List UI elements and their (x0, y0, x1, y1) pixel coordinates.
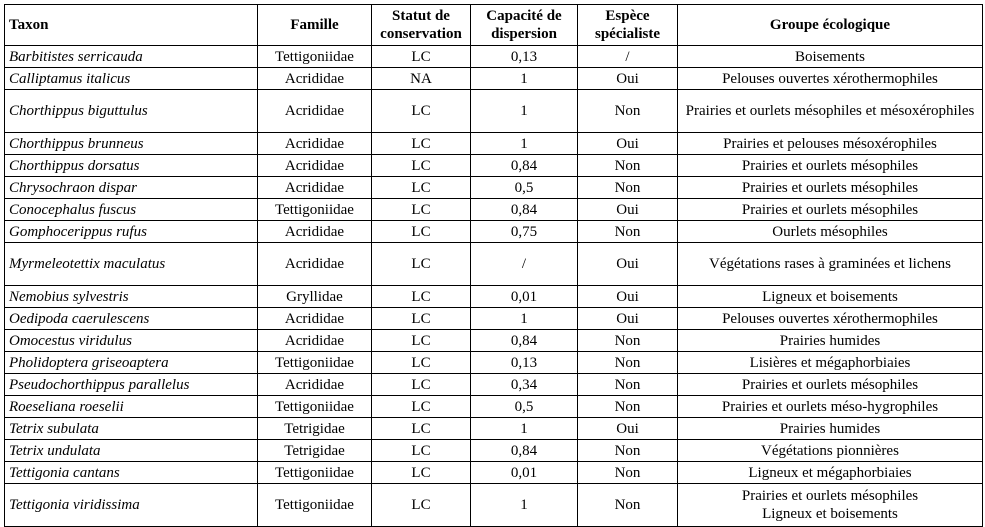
table-row (5, 243, 983, 286)
taxon-cell: Conocephalus fuscus (5, 199, 258, 221)
groupe-cell: Ligneux et boisements (678, 286, 983, 308)
famille-cell: Tettigoniidae (258, 46, 372, 68)
famille-cell: Acrididae (258, 330, 372, 352)
groupe-cell: Boisements (678, 46, 983, 68)
statut-cell: LC (372, 155, 471, 177)
table-row (5, 440, 983, 462)
taxon-cell: Roeseliana roeselii (5, 396, 258, 418)
statut-cell: LC (372, 308, 471, 330)
specialiste-cell: Non (578, 330, 678, 352)
famille-cell: Acrididae (258, 177, 372, 199)
taxon-cell: Tettigonia viridissima (5, 484, 258, 527)
taxon-cell: Calliptamus italicus (5, 68, 258, 90)
famille-cell: Tettigoniidae (258, 484, 372, 527)
groupe-cell: Prairies humides (678, 330, 983, 352)
groupe-cell: Prairies et ourlets mésophiles Ligneux et boisements (678, 484, 983, 527)
table-row (5, 418, 983, 440)
groupe-cell: Prairies et ourlets mésophiles (678, 177, 983, 199)
specialiste-cell: Oui (578, 286, 678, 308)
table-row (5, 199, 983, 221)
statut-cell: LC (372, 46, 471, 68)
famille-cell: Acrididae (258, 155, 372, 177)
taxon-cell: Chorthippus biguttulus (5, 90, 258, 133)
table-row (5, 221, 983, 243)
groupe-cell: Prairies humides (678, 418, 983, 440)
capacite-cell: 0,84 (471, 155, 578, 177)
header-groupe: Groupe écologique (678, 5, 983, 46)
statut-cell: LC (372, 462, 471, 484)
capacite-cell: 1 (471, 418, 578, 440)
groupe-cell: Végétations pionnières (678, 440, 983, 462)
taxon-cell: Tetrix subulata (5, 418, 258, 440)
taxon-cell: Myrmeleotettix maculatus (5, 243, 258, 286)
capacite-cell: 0,13 (471, 46, 578, 68)
capacite-cell: 0,84 (471, 330, 578, 352)
taxon-cell: Tetrix undulata (5, 440, 258, 462)
capacite-cell: 0,84 (471, 440, 578, 462)
taxon-cell: Chrysochraon dispar (5, 177, 258, 199)
famille-cell: Acrididae (258, 68, 372, 90)
table-row (5, 177, 983, 199)
capacite-cell: 1 (471, 90, 578, 133)
groupe-cell: Ligneux et mégaphorbiaies (678, 462, 983, 484)
famille-cell: Tetrigidae (258, 440, 372, 462)
groupe-cell: Prairies et ourlets mésophiles (678, 374, 983, 396)
specialiste-cell: Non (578, 462, 678, 484)
specialiste-cell: Oui (578, 199, 678, 221)
taxon-cell: Chorthippus brunneus (5, 133, 258, 155)
table-row (5, 155, 983, 177)
specialiste-cell: Non (578, 90, 678, 133)
header-capacite: Capacité de dispersion (471, 5, 578, 46)
capacite-cell: 0,01 (471, 462, 578, 484)
capacite-cell: 0,34 (471, 374, 578, 396)
table-row (5, 90, 983, 133)
famille-cell: Tettigoniidae (258, 199, 372, 221)
header-famille: Famille (258, 5, 372, 46)
groupe-cell: Prairies et ourlets méso-hygrophiles (678, 396, 983, 418)
statut-cell: LC (372, 133, 471, 155)
specialiste-cell: Non (578, 177, 678, 199)
taxon-cell: Pseudochorthippus parallelus (5, 374, 258, 396)
groupe-cell: Prairies et ourlets mésophiles et mésoxérophiles (678, 90, 983, 133)
capacite-cell: 1 (471, 308, 578, 330)
statut-cell: LC (372, 352, 471, 374)
famille-cell: Acrididae (258, 221, 372, 243)
taxon-cell: Barbitistes serricauda (5, 46, 258, 68)
taxon-cell: Omocestus viridulus (5, 330, 258, 352)
capacite-cell: 0,13 (471, 352, 578, 374)
table-row (5, 484, 983, 527)
taxon-cell: Oedipoda caerulescens (5, 308, 258, 330)
table-row (5, 133, 983, 155)
specialiste-cell: Non (578, 352, 678, 374)
famille-cell: Tettigoniidae (258, 396, 372, 418)
taxon-cell: Nemobius sylvestris (5, 286, 258, 308)
table-row (5, 308, 983, 330)
statut-cell: LC (372, 396, 471, 418)
specialiste-cell: / (578, 46, 678, 68)
famille-cell: Tettigoniidae (258, 352, 372, 374)
capacite-cell: 0,75 (471, 221, 578, 243)
famille-cell: Gryllidae (258, 286, 372, 308)
groupe-cell: Végétations rases à graminées et lichens (678, 243, 983, 286)
capacite-cell: 0,5 (471, 177, 578, 199)
specialiste-cell: Non (578, 440, 678, 462)
statut-cell: LC (372, 418, 471, 440)
specialiste-cell: Non (578, 396, 678, 418)
specialiste-cell: Oui (578, 418, 678, 440)
groupe-cell: Pelouses ouvertes xérothermophiles (678, 68, 983, 90)
groupe-cell: Prairies et pelouses mésoxérophiles (678, 133, 983, 155)
groupe-cell: Pelouses ouvertes xérothermophiles (678, 308, 983, 330)
statut-cell: LC (372, 330, 471, 352)
table-row (5, 396, 983, 418)
table-row (5, 46, 983, 68)
taxon-cell: Tettigonia cantans (5, 462, 258, 484)
table-row (5, 286, 983, 308)
taxon-cell: Chorthippus dorsatus (5, 155, 258, 177)
header-taxon: Taxon (5, 5, 258, 46)
capacite-cell: 1 (471, 133, 578, 155)
statut-cell: LC (372, 177, 471, 199)
groupe-cell: Ourlets mésophiles (678, 221, 983, 243)
statut-cell: LC (372, 286, 471, 308)
statut-cell: LC (372, 243, 471, 286)
famille-cell: Acrididae (258, 243, 372, 286)
specialiste-cell: Oui (578, 308, 678, 330)
capacite-cell: 1 (471, 68, 578, 90)
famille-cell: Acrididae (258, 374, 372, 396)
table-header (5, 5, 983, 46)
statut-cell: LC (372, 440, 471, 462)
capacite-cell: 0,01 (471, 286, 578, 308)
groupe-cell: Prairies et ourlets mésophiles (678, 155, 983, 177)
specialiste-cell: Non (578, 221, 678, 243)
species-table (4, 4, 983, 527)
famille-cell: Tetrigidae (258, 418, 372, 440)
statut-cell: LC (372, 221, 471, 243)
capacite-cell: 0,84 (471, 199, 578, 221)
famille-cell: Acrididae (258, 308, 372, 330)
specialiste-cell: Oui (578, 133, 678, 155)
specialiste-cell: Non (578, 374, 678, 396)
table-row (5, 68, 983, 90)
table-row (5, 374, 983, 396)
taxon-cell: Gomphocerippus rufus (5, 221, 258, 243)
statut-cell: LC (372, 374, 471, 396)
specialiste-cell: Non (578, 484, 678, 527)
header-row (5, 5, 983, 46)
statut-cell: LC (372, 484, 471, 527)
table-body (5, 46, 983, 527)
groupe-cell: Prairies et ourlets mésophiles (678, 199, 983, 221)
table-row (5, 462, 983, 484)
statut-cell: LC (372, 199, 471, 221)
header-specialiste: Espèce spécialiste (578, 5, 678, 46)
table-row (5, 330, 983, 352)
specialiste-cell: Non (578, 155, 678, 177)
capacite-cell: 1 (471, 484, 578, 527)
capacite-cell: / (471, 243, 578, 286)
famille-cell: Acrididae (258, 90, 372, 133)
famille-cell: Tettigoniidae (258, 462, 372, 484)
taxon-cell: Pholidoptera griseoaptera (5, 352, 258, 374)
specialiste-cell: Oui (578, 68, 678, 90)
specialiste-cell: Oui (578, 243, 678, 286)
header-statut: Statut de conservation (372, 5, 471, 46)
famille-cell: Acrididae (258, 133, 372, 155)
table-row (5, 352, 983, 374)
statut-cell: NA (372, 68, 471, 90)
statut-cell: LC (372, 90, 471, 133)
groupe-cell: Lisières et mégaphorbiaies (678, 352, 983, 374)
capacite-cell: 0,5 (471, 396, 578, 418)
